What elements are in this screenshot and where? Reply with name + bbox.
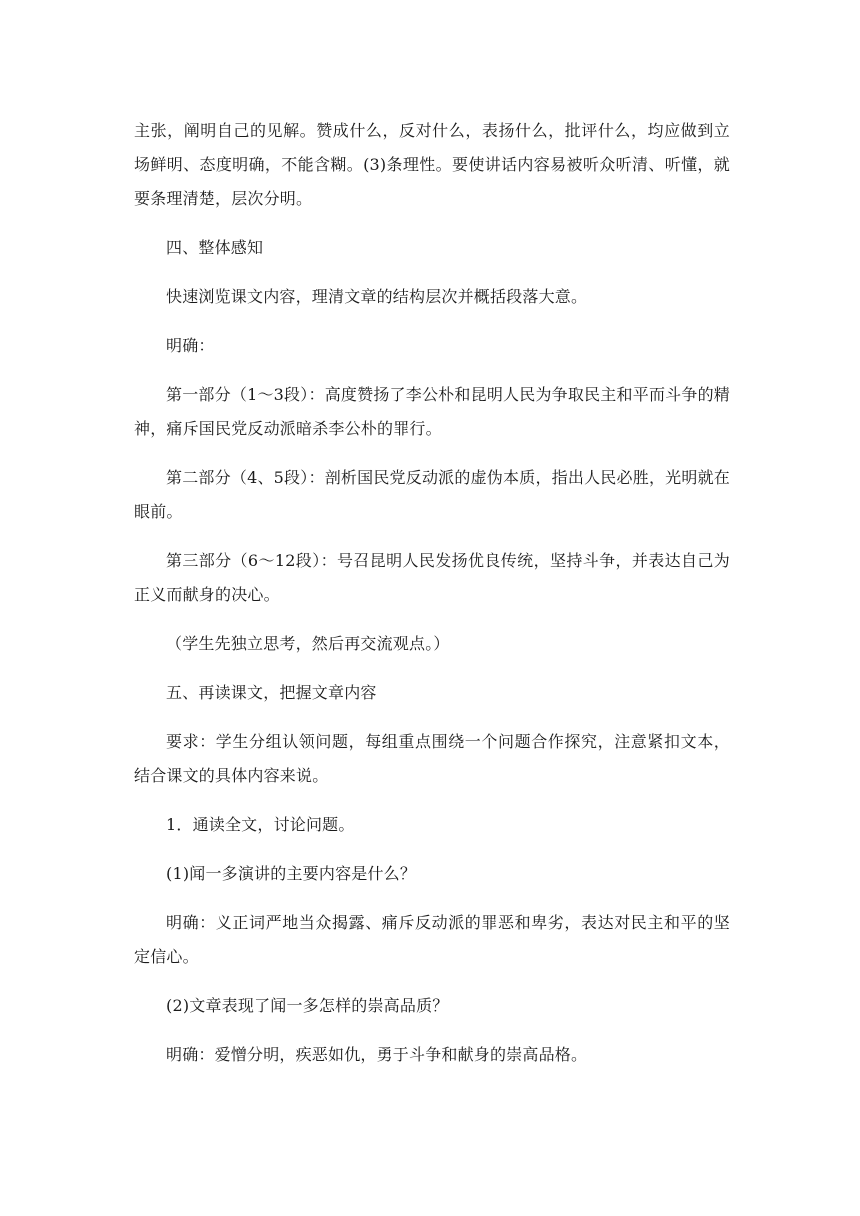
paragraph-part-three: 第三部分（6～12段）：号召昆明人民发扬优良传统，坚持斗争，并表达自己为正义而献身的决心。	[134, 551, 730, 604]
paragraph-part-one: 第一部分（1～3段）：高度赞扬了李公朴和昆明人民为争取民主和平而斗争的精神，痛斥国民党反动派暗杀李公朴的罪行。	[134, 385, 730, 438]
paragraph-part-two: 第二部分（4、5段）：剖析国民党反动派的虚伪本质，指出人民必胜，光明就在眼前。	[134, 468, 730, 521]
paragraph-question-one: (1)闻一多演讲的主要内容是什么？	[166, 864, 417, 883]
paragraph-continuation: 主张，阐明自己的见解。赞成什么，反对什么，表扬什么，批评什么，均应做到立场鲜明、态度明确，不能含糊。(3)条理性。要使讲话内容易被听众听清、听懂，就要条理清楚，层次分明。	[134, 121, 730, 208]
section-heading-overall-perception: 四、整体感知	[166, 238, 264, 257]
paragraph-task: 快速浏览课文内容，理清文章的结构层次并概括段落大意。	[166, 287, 588, 306]
document-body	[134, 114, 730, 1087]
paragraph-requirement: 要求：学生分组认领问题，每组重点围绕一个问题合作探究，注意紧扣文本，结合课文的具体内容来说。	[134, 732, 730, 785]
paragraph-answer-two: 明确：爱憎分明，疾恶如仇，勇于斗争和献身的崇高品格。	[166, 1045, 588, 1064]
paragraph-item-one: 1．通读全文，讨论问题。	[166, 815, 355, 834]
paragraph-question-two: (2)文章表现了闻一多怎样的崇高品质？	[166, 996, 449, 1015]
paragraph-answer-one: 明确：义正词严地当众揭露、痛斥反动派的罪恶和卑劣，表达对民主和平的坚定信心。	[134, 913, 730, 966]
section-heading-reread: 五、再读课文，把握文章内容	[166, 683, 377, 702]
paragraph-clarify-label: 明确：	[166, 336, 215, 355]
paragraph-student-note: （学生先独立思考，然后再交流观点。）	[166, 634, 450, 653]
